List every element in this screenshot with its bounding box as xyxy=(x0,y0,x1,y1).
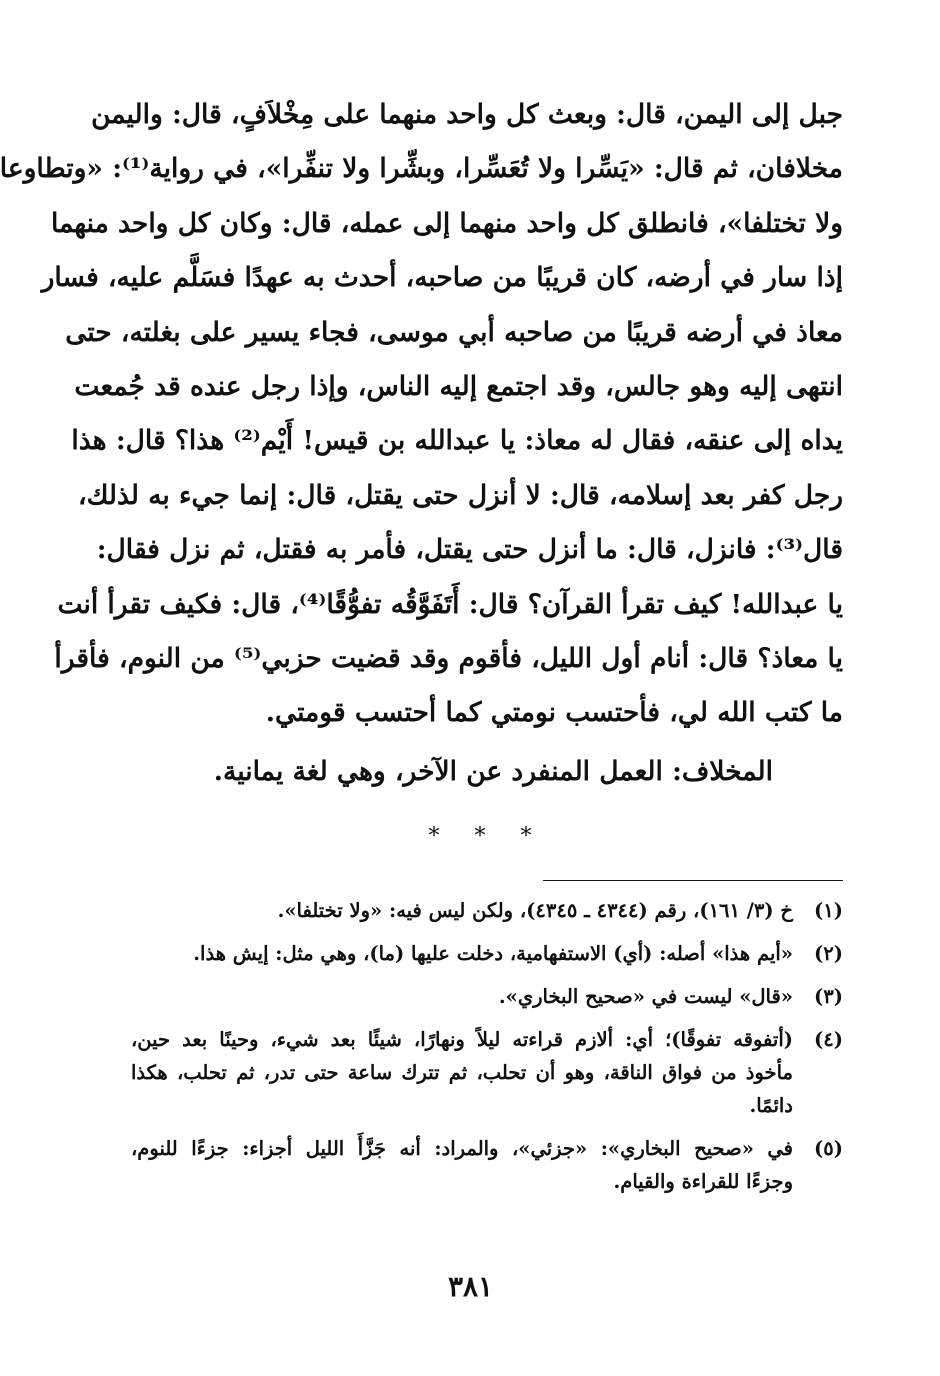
page-body xyxy=(0,88,843,1193)
footnote xyxy=(131,894,843,927)
footnote-number: (٥) xyxy=(814,1137,843,1160)
footnotes xyxy=(131,894,843,1208)
footnote-line: في «صحيح البخاري»: «جزئي»، والمراد: أنه جَزَّأَ الليل أجزاء: جزءًا للنوم، xyxy=(131,1137,793,1160)
text-line: ولا تختلفا»، فانطلق كل واحد منهما إلى عمله، قال: وكان كل واحد منهما xyxy=(51,207,843,239)
footnote-rule xyxy=(543,880,843,881)
footnote-line: «قال» ليست في «صحيح البخاري». xyxy=(498,985,793,1008)
main-text xyxy=(0,88,843,741)
text-line: مخلافان، ثم قال: «يَسِّرا ولا تُعَسِّرا، وبشِّرا ولا تنفِّرا»، في رواية⁽¹⁾: «وتطاوعا xyxy=(0,153,843,185)
footnote xyxy=(131,980,843,1013)
text-line: ما كتب الله لي، فأحتسب نومتي كما أحتسب قومتي. xyxy=(265,697,843,729)
footnote-text xyxy=(131,894,793,927)
footnote-line: (أتفوقه تفوقًا)؛ أي: ألازم قراءته ليلاً ونهارًا، شيئًا بعد شيء، وحينًا بعد حين، xyxy=(131,1028,793,1051)
text-line: قال⁽³⁾: فانزل، قال: ما أنزل حتى يقتل، فأمر به فقتل، ثم نزل فقال: xyxy=(96,534,843,566)
section-separator: * * * xyxy=(428,823,546,849)
footnote-line: وجزءًا للقراءة والقيام. xyxy=(613,1170,793,1193)
footnote-number: (٣) xyxy=(814,985,843,1008)
text-line: انتهى إليه وهو جالس، وقد اجتمع إليه الناس، وإذا رجل عنده قد جُمعت xyxy=(74,371,843,403)
footnote-text xyxy=(131,980,793,1013)
text-line: يا معاذ؟ قال: أنام أول الليل، فأقوم وقد قضيت حزبي⁽⁵⁾ من النوم، فأقرأ xyxy=(54,643,843,675)
text-line: إذا سار في أرضه، كان قريبًا من صاحبه، أحدث به عهدًا فسَلَّم عليه، فسار xyxy=(41,262,843,294)
footnote-number: (٢) xyxy=(814,942,843,965)
page-number: ٣٨١ xyxy=(447,1270,494,1303)
footnote-text xyxy=(131,937,793,970)
footnote-text xyxy=(131,1023,793,1122)
footnote-text xyxy=(131,1132,793,1198)
footnote-number: (٤) xyxy=(814,1028,843,1051)
footnote xyxy=(131,1132,843,1198)
footnote xyxy=(131,937,843,970)
footnote-line: مأخوذ من فواق الناقة، وهو أن تحلب، ثم تترك ساعة حتى تدر، ثم تحلب، هكذا xyxy=(131,1061,793,1084)
footnote xyxy=(131,1023,843,1122)
footnote-line: «أيم هذا» أصله: (أي) الاستفهامية، دخلت عليها (ما)، وهي مثل: إيش هذا. xyxy=(193,942,793,965)
text-line: جبل إلى اليمن، قال: وبعث كل واحد منهما على مِخْلاَفٍ، قال: واليمن xyxy=(91,99,843,130)
text-line: يا عبدالله! كيف تقرأ القرآن؟ قال: أَتَفَوَّقُه تفوُّقًا⁽⁴⁾، قال: فكيف تقرأ أنت xyxy=(57,588,843,620)
footnote-number: (١) xyxy=(814,899,843,922)
text-line: يداه إلى عنقه، فقال له معاذ: يا عبدالله بن قيس! أَيْم⁽²⁾ هذا؟ قال: هذا xyxy=(71,425,843,457)
gloss-note: المخلاف: العمل المنفرد عن الآخر، وهي لغة يمانية. xyxy=(213,755,773,787)
footnote-line: دائمًا. xyxy=(749,1094,793,1117)
text-line: رجل كفر بعد إسلامه، قال: لا أنزل حتى يقتل، قال: إنما جيء به لذلك، xyxy=(78,479,843,511)
footnote-line: خ (٣/ ١٦١)، رقم (٤٣٤٤ ـ ٤٣٤٥)، ولكن ليس فيه: «ولا تختلفا». xyxy=(277,899,793,922)
text-line: معاذ في أرضه قريبًا من صاحبه أبي موسى، فجاء يسير على بغلته، حتى xyxy=(65,316,843,348)
